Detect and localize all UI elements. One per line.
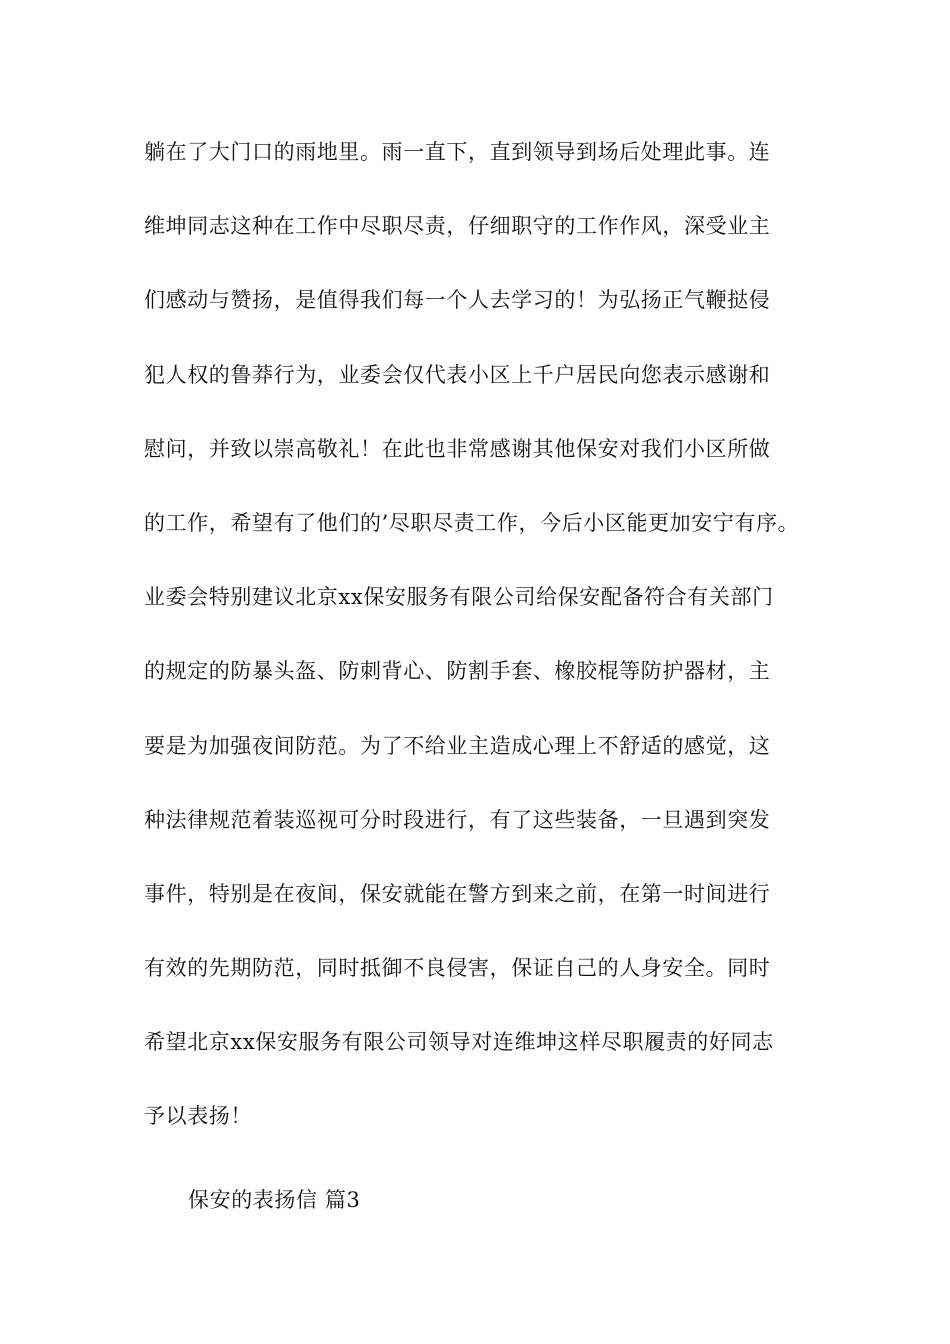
text-line: 们感动与赞扬，是值得我们每一个人去学习的！为弘扬正气鞭挞侵	[144, 288, 771, 313]
text-line: 事件，特别是在夜间，保安就能在警方到来之前，在第一时间进行	[144, 881, 771, 906]
section-heading: 保安的表扬信 篇3	[188, 1188, 361, 1212]
text-line: 犯人权的鲁莽行为，业委会仅代表小区上千户居民向您表示感谢和	[144, 362, 771, 387]
text-line: 维坤同志这种在工作中尽职尽责，仔细职守的工作作风，深受业主	[144, 214, 771, 239]
text-line: 要是为加强夜间防范。为了不给业主造成心理上不舒适的感觉，这	[144, 733, 771, 758]
text-line: 的工作，希望有了他们的’尽职尽责工作，今后小区能更加安宁有序。	[144, 510, 800, 535]
text-line: 躺在了大门口的雨地里。雨一直下，直到领导到场后处理此事。连	[144, 140, 771, 164]
text-line: 希望北京xx保安服务有限公司领导对连维坤这样尽职履责的好同志	[144, 1030, 774, 1055]
text-line: 种法律规范着装巡视可分时段进行，有了这些装备，一旦遇到突发	[144, 807, 771, 832]
text-line: 有效的先期防范，同时抵御不良侵害，保证自己的人身安全。同时	[144, 956, 771, 981]
body-text	[144, 131, 824, 1170]
text-line: 业委会特别建议北京xx保安服务有限公司给保安配备符合有关部门	[144, 585, 774, 610]
text-line: 予以表扬！	[144, 1104, 252, 1129]
text-line: 的规定的防暴头盔、防刺背心、防割手套、橡胶棍等防护器材，主	[144, 659, 771, 684]
text-line: 慰问，并致以崇高敬礼！在此也非常感谢其他保安对我们小区所做	[144, 436, 771, 461]
